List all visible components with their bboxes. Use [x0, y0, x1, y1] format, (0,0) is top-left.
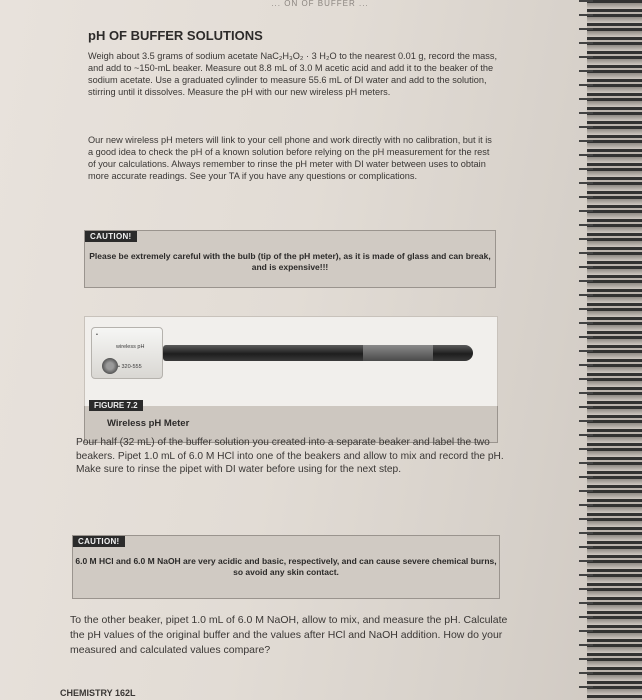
probe-sleeve — [363, 345, 433, 361]
running-header: ... ON OF BUFFER ... — [271, 0, 369, 8]
instruction-paragraph-3: Pour half (32 mL) of the buffer solution you created into a separate beaker and label the two beakers. Pipet 1.0 mL of 6.0 M HCl into one of the beakers and allow to mix and record the pH. Make sure to rinse the pipet with DI water before using for the next step. — [76, 437, 504, 475]
meter-label-brand: wireless pH — [116, 344, 145, 350]
instruction-paragraph-2: Our new wireless pH meters will link to your cell phone and work directly with no calibration, but it is a good idea to check the pH of a known solution before relying on the pH measurement for the rest of your calculations. Always remember to rinse the pH meter with DI water between uses to obtain more accurate readings. See your TA if you have any questions or complications. — [88, 135, 492, 181]
figure-caption: Wireless pH Meter — [107, 418, 190, 429]
power-button-icon — [102, 358, 118, 374]
instruction-paragraph-1: Weigh about 3.5 grams of sodium acetate NaC₂H₃O₂ · 3 H₂O to the nearest 0.01 g, record the mass, and add to ~150-mL beaker. Measure out 8.8 mL of 3.0 M acetic acid and add it to the beaker of the sodium acetate. Use a graduated cylinder to measure 55.6 mL of DI water and add to the solution, stirring until it dissolves. Measure the pH with our new wireless pH meters. — [88, 51, 498, 97]
caution-box-acid-base — [72, 535, 500, 599]
page-footer: CHEMISTRY 162L — [60, 688, 136, 698]
meter-label-top: • — [96, 332, 98, 338]
section-title: pH OF BUFFER SOLUTIONS — [88, 28, 263, 43]
figure-label: FIGURE 7.2 — [89, 400, 143, 411]
caution-box-glass-bulb — [84, 230, 496, 288]
caution-message: Please be extremely careful with the bulb (tip of the pH meter), as it is made of glass and can break, and is expensive!!! — [89, 251, 491, 272]
spiral-binding — [587, 0, 642, 700]
caution-message: 6.0 M HCl and 6.0 M NaOH are very acidic and basic, respectively, and can cause severe chemical burns, so avoid any skin contact. — [75, 556, 497, 577]
instruction-paragraph-4: To the other beaker, pipet 1.0 mL of 6.0 M NaOH, allow to mix, and measure the pH. Calculate the pH values of the original buffer and the values after HCl and NaOH addition. How do your measured and calculated values compare? — [70, 614, 508, 656]
meter-label-model: • 320-555 — [118, 364, 142, 370]
caution-tag: CAUTION! — [73, 536, 125, 547]
caution-tag: CAUTION! — [85, 231, 137, 242]
figure-wireless-ph-meter — [84, 316, 498, 408]
ph-probe-image — [163, 345, 473, 361]
ph-meter-body — [91, 327, 163, 379]
